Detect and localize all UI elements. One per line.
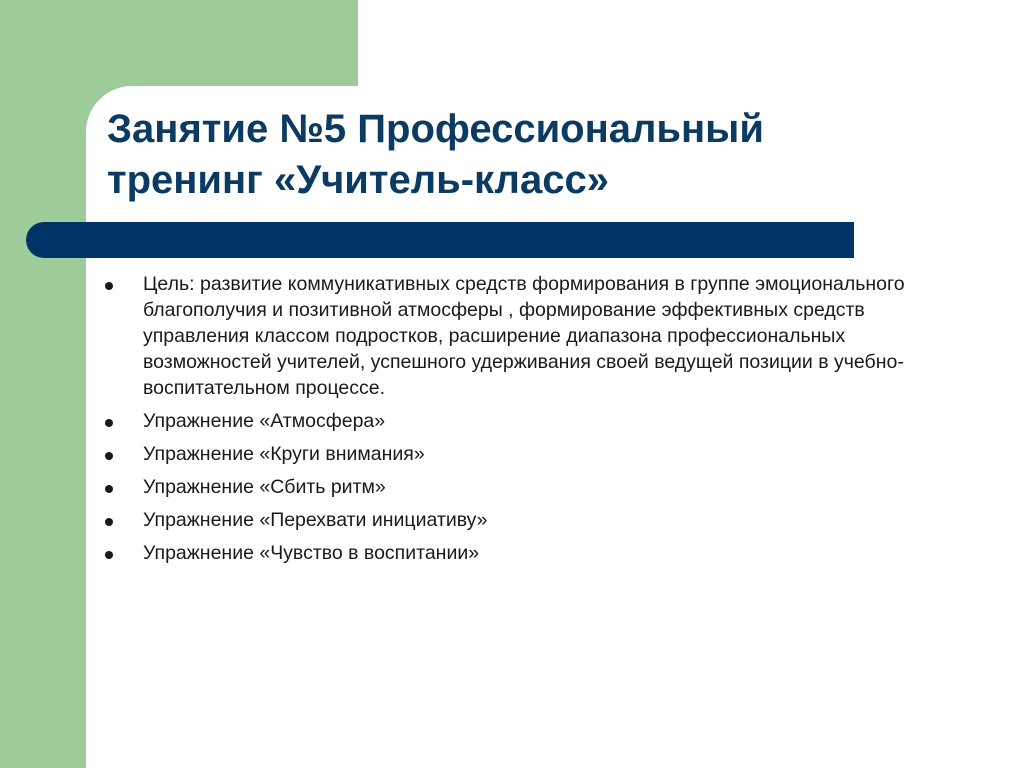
slide-title: Занятие №5 Профессиональный тренинг «Учитель-класс» (107, 107, 764, 202)
bullet-list (105, 271, 945, 573)
bullet-dot-icon (105, 282, 113, 290)
bullet-text: Упражнение «Круги внимания» (143, 443, 425, 465)
bullet-text: Цель: развитие коммуникативных средств формирования в группе эмоционального благополучия и позитивной атмосферы , формирование эффективных средств управления классом подростков, расширение диапазона профессиональных возможностей учителей, успешного удерживания своей ведущей позиции в учебно-воспитательном процессе. (143, 273, 905, 399)
bullet-item-exercise-circles (105, 441, 945, 467)
bullet-item-exercise-feeling (105, 540, 945, 566)
bullet-text: Упражнение «Чувство в воспитании» (143, 542, 480, 564)
bullet-dot-icon (105, 551, 113, 559)
bullet-dot-icon (105, 452, 113, 460)
bullet-text: Упражнение «Сбить ритм» (143, 476, 386, 498)
bullet-item-exercise-atmosphere (105, 408, 945, 434)
bullet-text: Упражнение «Перехвати инициативу» (143, 509, 488, 531)
bullet-dot-icon (105, 485, 113, 493)
bullet-dot-icon (105, 518, 113, 526)
bullet-item-goal (105, 271, 945, 401)
title-divider-bar (26, 222, 854, 258)
bullet-dot-icon (105, 419, 113, 427)
bullet-item-exercise-initiative (105, 507, 945, 533)
bullet-item-exercise-rhythm (105, 474, 945, 500)
bullet-text: Упражнение «Атмосфера» (143, 410, 386, 432)
